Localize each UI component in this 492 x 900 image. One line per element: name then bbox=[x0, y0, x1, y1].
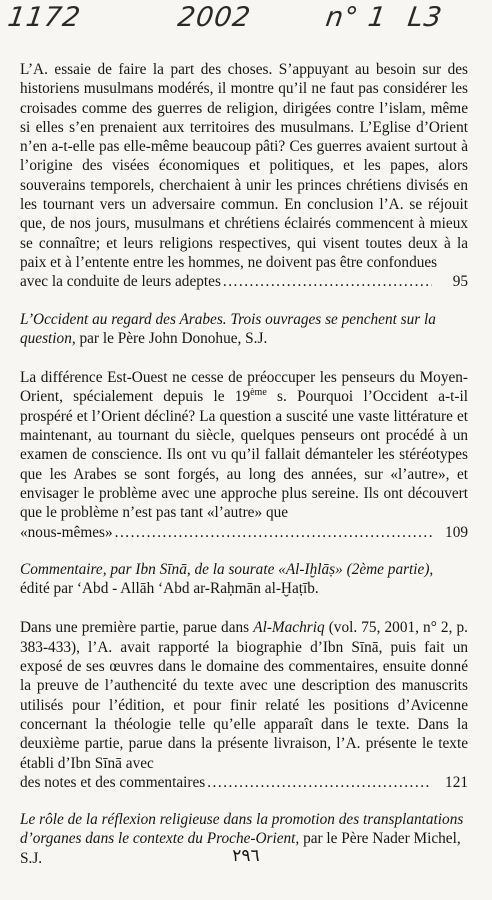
handwritten-year: 2002 bbox=[175, 2, 253, 33]
article-summary-2 bbox=[20, 368, 468, 542]
superscript: ème bbox=[250, 387, 267, 399]
summary-text-part: La différence Est-Ouest ne cesse de préoccuper les penseurs du Moyen-Orient, spécialement depuis le 19 bbox=[20, 369, 468, 406]
article-title-italic: L’Occident au regard des Arabes. Trois ouvrages se penchent sur la question, bbox=[20, 310, 436, 347]
article-summary-3 bbox=[20, 618, 468, 792]
article-author: par le Père John Donohue, S.J. bbox=[75, 329, 268, 347]
summary-text: L’A. essaie de faire la part des choses. S’appuyant au besoin sur des historiens musulmans modérés, il montre qu’il ne faut pas considérer les croisades comme des guerres de religion, dirigées contre l’islam, même si elles s’en prenaient aux territoires des musulmans. L’Eglise d’Orient n’en a-t-elle pas elle-même beaucoup pâti? Ces guerres avaient surtout à l’origine des visées économiques et politiques, et les papes, alors souverains temporels, cherchaient à unir les princes chrétiens divisés en les tournant vers un adversaire commun. En conclusion l’A. se réjouit que, de nos jours, musulmans et chrétiens éclairés commencent à mieux se connaître; et leurs religions respectives, qui visent toutes deux à la paix et à l’entente entre les hommes, ne doivent pas être confondues bbox=[20, 61, 468, 271]
dot-leader bbox=[115, 523, 432, 542]
superscript: 2ème bbox=[351, 560, 384, 578]
page-reference: 109 bbox=[445, 523, 468, 541]
summary-text-part: Dans une première partie, parue dans bbox=[20, 619, 254, 637]
article-author: par le Père Nader Michel, S.J. bbox=[20, 830, 461, 867]
handwritten-number: 1172 bbox=[5, 2, 83, 33]
page-reference: 95 bbox=[452, 273, 468, 291]
page-reference: 121 bbox=[445, 773, 468, 791]
summary-text-part: s. Pourquoi l’Occident a-t-il prospéré et l’Orient décliné? La question a suscité une vaste littérature et maintenant, au tournant du siècle, quelques penseurs ont procédé à un examen de conscience. Ils ont vu qu’il fallait démanteler les stéréotypes que les Arabes se sont forgés, au long des années, sur «l’autre», et envisager le problème avec une approche plus sereine. Ils ont découvert que le problème n’est pas tant «l’autre» que bbox=[20, 388, 468, 522]
dot-leader bbox=[223, 272, 432, 291]
footer-page-number: ٢٩٦ bbox=[232, 846, 260, 866]
journal-name: Al-Machriq bbox=[253, 619, 325, 637]
article-title bbox=[20, 310, 468, 349]
article-title-italic: Le rôle de la réflexion religieuse dans la promotion des transplantations d’organes dans le contexte du Proche-Orient, bbox=[20, 811, 464, 848]
article-summary-1 bbox=[20, 60, 468, 292]
summary-last-line: des notes et des commentaires bbox=[20, 773, 206, 791]
article-title-italic: Commentaire, par Ibn Sīnā, de la sourate «Al-Iḫlāṣ» ( bbox=[20, 560, 352, 578]
toc-entry-line bbox=[20, 523, 468, 542]
summary-last-line: avec la conduite de leurs adeptes bbox=[20, 273, 221, 291]
dot-leader bbox=[207, 773, 432, 792]
summary-last-line: «nous-mêmes» bbox=[20, 523, 113, 541]
document-body bbox=[20, 60, 468, 868]
summary-text bbox=[20, 368, 468, 522]
toc-entry-line bbox=[20, 272, 468, 291]
handwritten-code: L3 bbox=[405, 2, 445, 33]
summary-text bbox=[20, 618, 468, 772]
handwritten-issue: n° 1 bbox=[323, 2, 389, 33]
article-title bbox=[20, 560, 468, 599]
article-editor: édité par ‘Abd - Allāh ‘Abd ar-Raḥmān al-Ḫaṭīb. bbox=[20, 580, 319, 598]
article-title-italic: partie), bbox=[383, 560, 434, 578]
summary-text-part: (vol. 75, 2001, n° 2, p. 383-433), l’A. avait rapporté la biographie d’Ibn Sīnā, puis fait un exposé de ses œuvres dans le domaine des commentaires, ensuite donné la preuve de l’authencité du texte avec une description des manuscrits utilisés pour l’édition, et pour finir relaté les positions d’Avicenne concernant la théologie telle qu’elle apparaît dans le texte. Dans la deuxième partie, parue dans la présente livraison, l’A. présente le texte établi d’Ibn Sīnā avec bbox=[20, 619, 468, 772]
toc-entry-line bbox=[20, 773, 468, 792]
